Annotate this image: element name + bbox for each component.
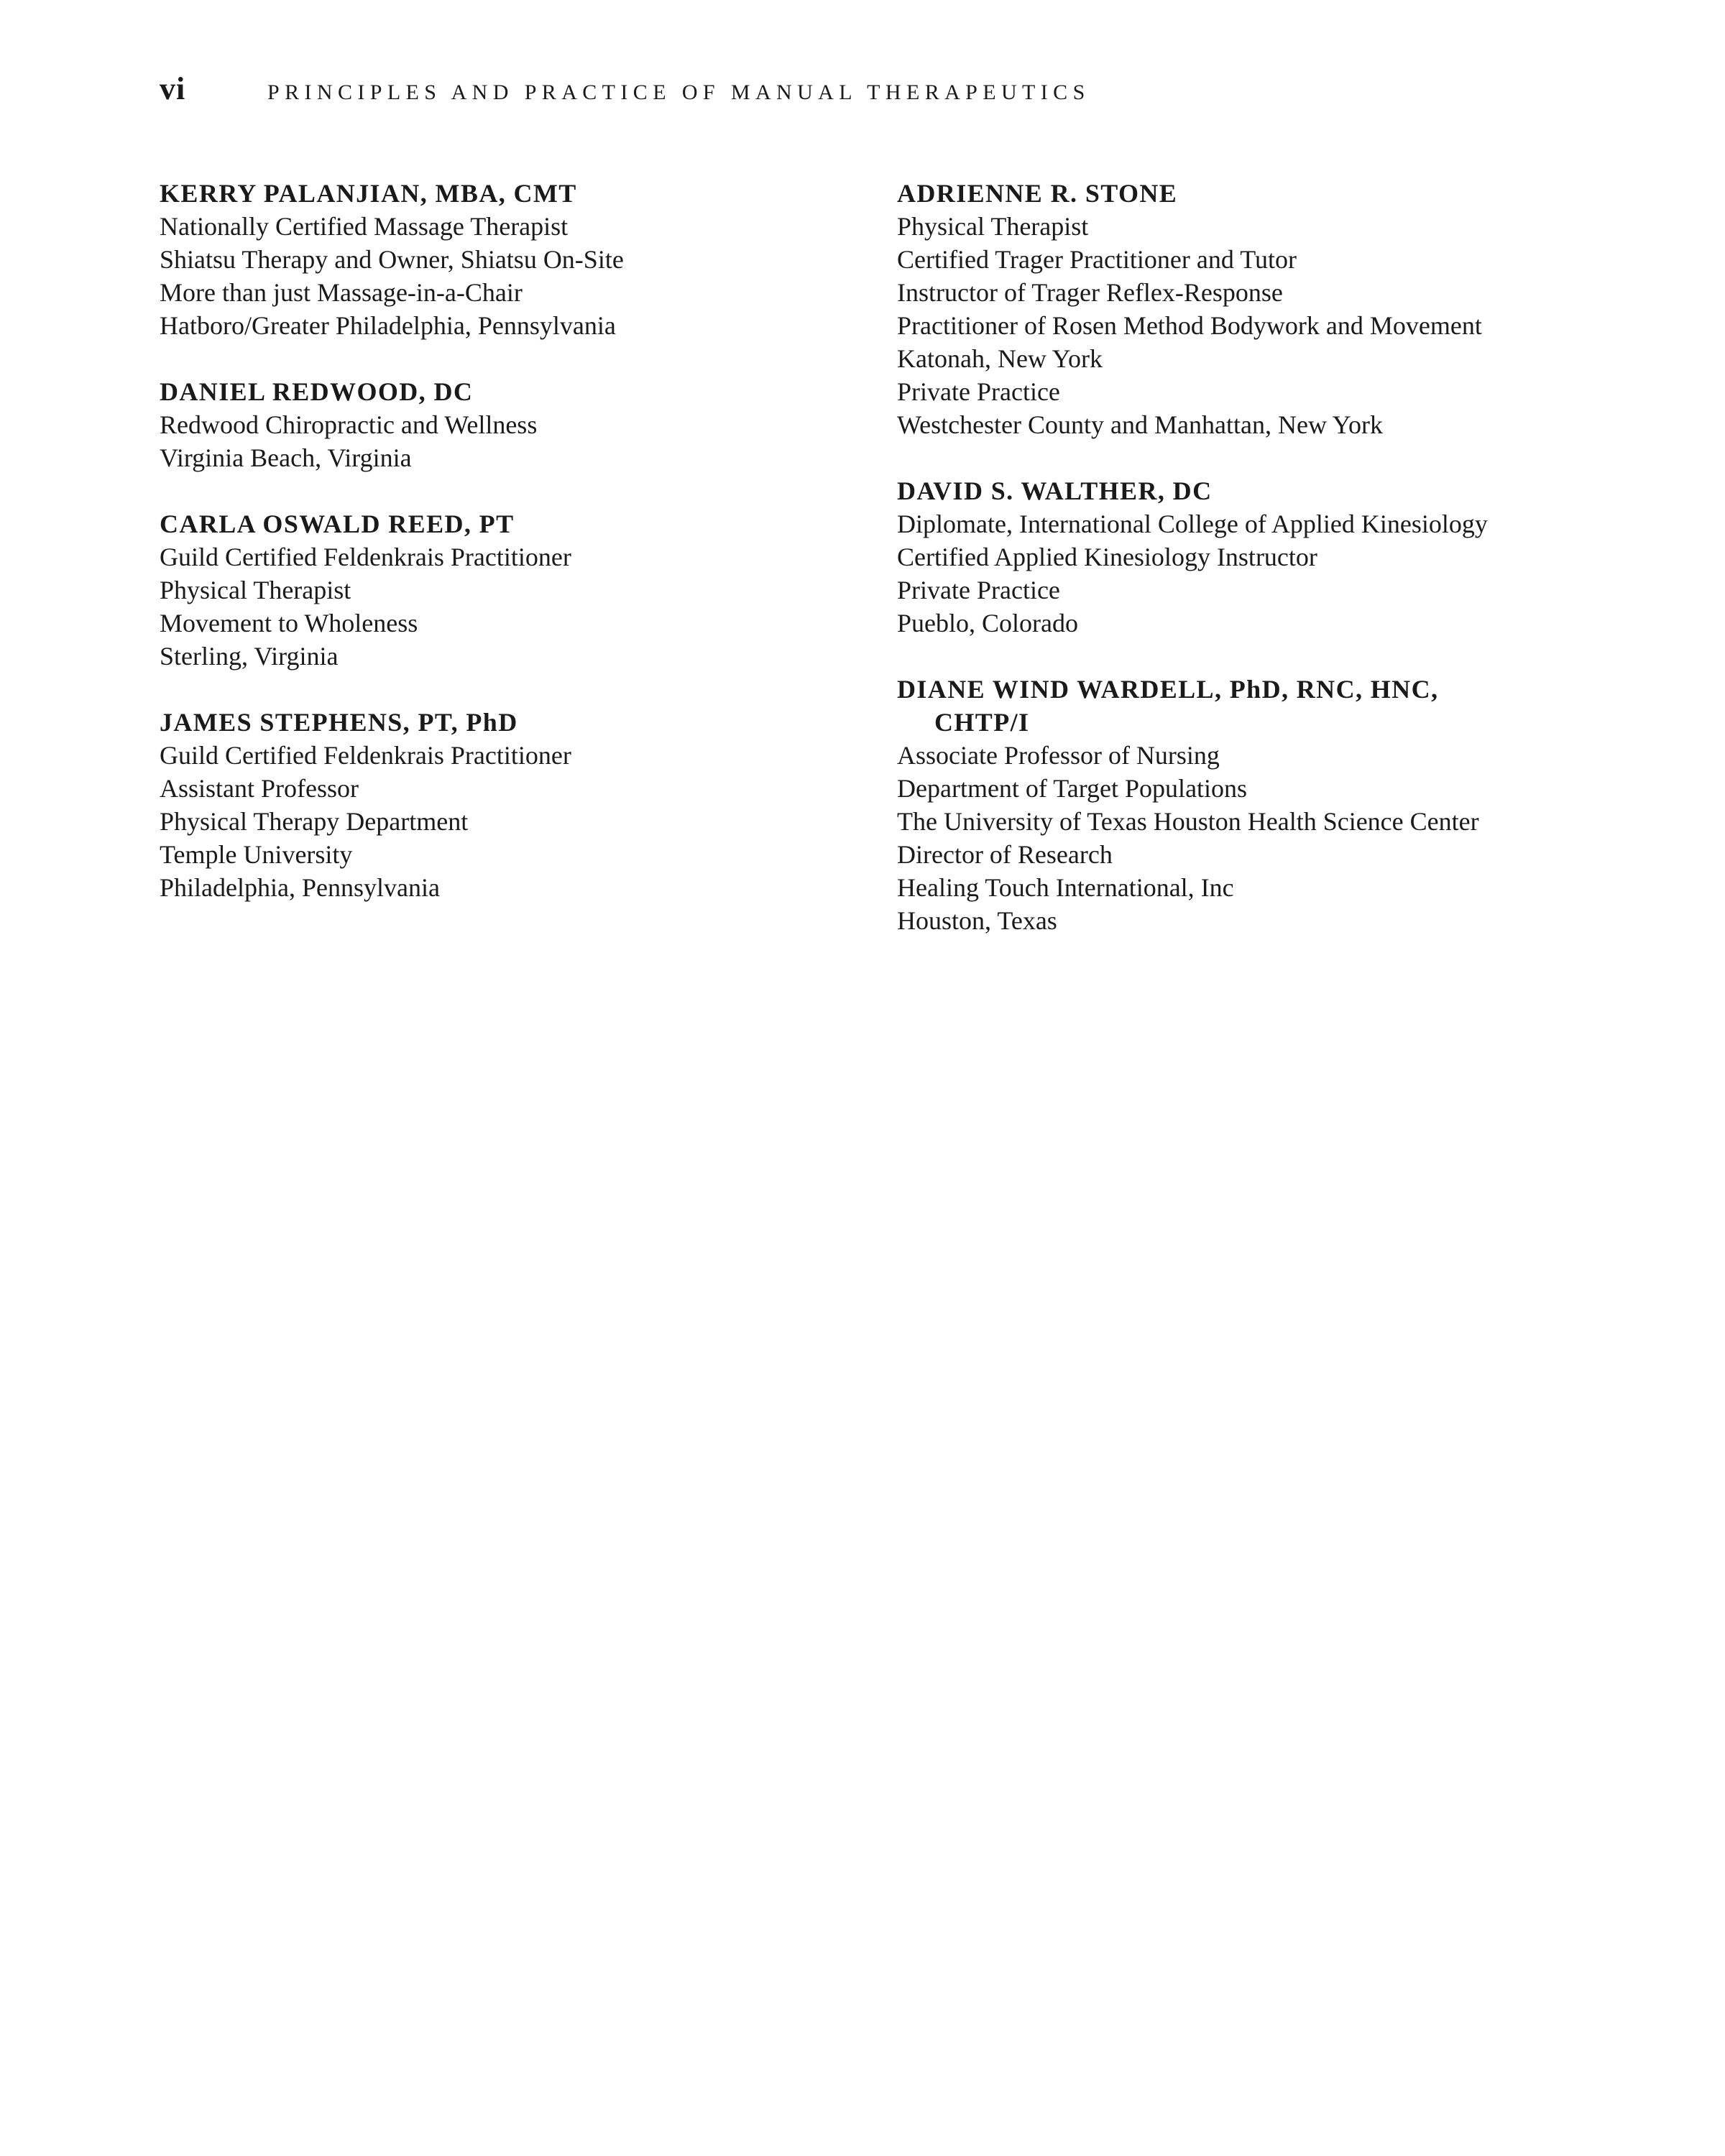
contributor-entry xyxy=(160,706,878,904)
book-title: PRINCIPLES AND PRACTICE OF MANUAL THERAPEUTICS xyxy=(267,80,1090,104)
contributor-affiliation: More than just Massage-in-a-Chair xyxy=(160,278,523,307)
contributor-affiliation: The University of Texas Houston Health Science Center xyxy=(897,807,1479,836)
contributor-entry xyxy=(897,673,1659,937)
contributor-affiliation: Guild Certified Feldenkrais Practitioner xyxy=(160,543,571,571)
running-head xyxy=(160,70,1090,107)
contributor-name: DANIEL REDWOOD, DC xyxy=(160,377,474,406)
contributor-affiliation: Director of Research xyxy=(897,840,1113,869)
contributor-name: KERRY PALANJIAN, MBA, CMT xyxy=(160,179,577,208)
contributor-entry xyxy=(160,177,878,342)
contributor-affiliation: Nationally Certified Massage Therapist xyxy=(160,212,569,241)
contributor-entry xyxy=(160,507,878,673)
contributor-name: JAMES STEPHENS, PT, PhD xyxy=(160,708,518,737)
contributor-affiliation: Redwood Chiropractic and Wellness xyxy=(160,410,538,439)
contributor-entry xyxy=(897,474,1659,640)
contributor-name: DIANE WIND WARDELL, PhD, RNC, HNC, CHTP/I xyxy=(897,675,1439,737)
contributor-affiliation: Physical Therapy Department xyxy=(160,807,469,836)
contributor-entry xyxy=(160,375,878,474)
contributor-affiliation: Houston, Texas xyxy=(897,906,1057,935)
contributor-affiliation: Virginia Beach, Virginia xyxy=(160,443,412,472)
left-column xyxy=(160,177,878,937)
contributor-affiliation: Sterling, Virginia xyxy=(160,642,339,671)
contributor-affiliation: Guild Certified Feldenkrais Practitioner xyxy=(160,741,571,770)
page-number: vi xyxy=(160,71,186,106)
contributor-affiliation: Private Practice xyxy=(897,377,1060,406)
contributor-name: DAVID S. WALTHER, DC xyxy=(897,476,1213,505)
contributor-affiliation: Westchester County and Manhattan, New York xyxy=(897,410,1383,439)
contributor-affiliation: Certified Trager Practitioner and Tutor xyxy=(897,245,1297,274)
contributor-affiliation: Physical Therapist xyxy=(160,576,351,604)
right-column xyxy=(897,177,1659,970)
contributor-affiliation: Department of Target Populations xyxy=(897,774,1248,803)
contributor-affiliation: Philadelphia, Pennsylvania xyxy=(160,873,440,902)
contributor-affiliation: Temple University xyxy=(160,840,353,869)
contributor-affiliation: Instructor of Trager Reflex-Response xyxy=(897,278,1283,307)
contributor-affiliation: Hatboro/Greater Philadelphia, Pennsylvania xyxy=(160,311,616,340)
contributor-affiliation: Private Practice xyxy=(897,576,1060,604)
contributor-affiliation: Pueblo, Colorado xyxy=(897,609,1078,637)
contributor-affiliation: Assistant Professor xyxy=(160,774,359,803)
contributor-name: CARLA OSWALD REED, PT xyxy=(160,510,515,538)
contributor-affiliation: Associate Professor of Nursing xyxy=(897,741,1220,770)
contributor-affiliation: Movement to Wholeness xyxy=(160,609,418,637)
contributor-name: ADRIENNE R. STONE xyxy=(897,179,1178,208)
contributor-affiliation: Healing Touch International, Inc xyxy=(897,873,1234,902)
contributor-affiliation: Katonah, New York xyxy=(897,344,1103,373)
contributor-affiliation: Physical Therapist xyxy=(897,212,1089,241)
contributor-affiliation: Diplomate, International College of Applied Kinesiology xyxy=(897,510,1488,538)
contributor-entry xyxy=(897,177,1659,441)
contributor-affiliation: Certified Applied Kinesiology Instructor xyxy=(897,543,1317,571)
contributor-affiliation: Practitioner of Rosen Method Bodywork and Movement xyxy=(897,311,1482,340)
contributor-affiliation: Shiatsu Therapy and Owner, Shiatsu On-Site xyxy=(160,245,624,274)
